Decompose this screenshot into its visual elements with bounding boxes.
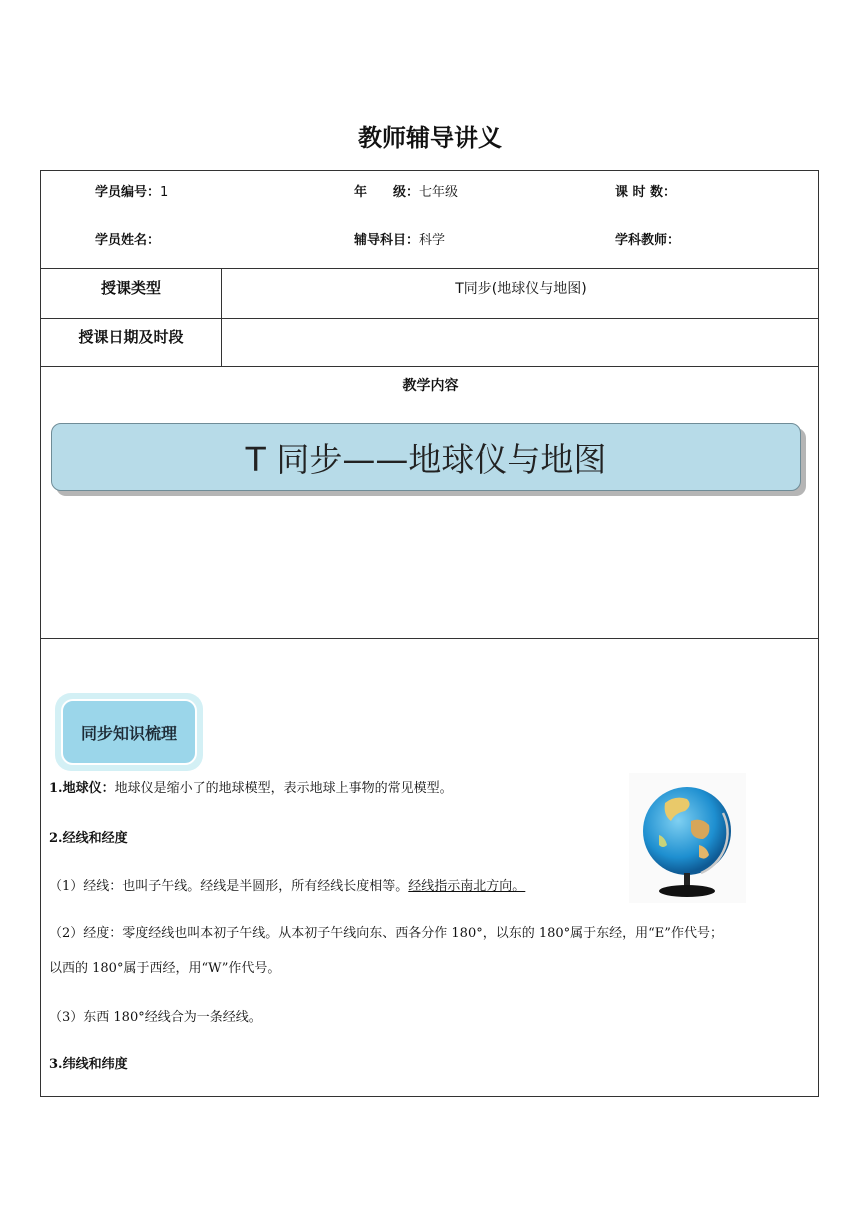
paragraph-180: （3）东西 180°经线合为一条经线。 [49, 1010, 262, 1025]
lesson-type-label: 授课类型 [100, 279, 161, 297]
row-divider [41, 268, 818, 269]
paragraph-longitude-2: 以西的 180°属于西经，用“W”作代号。 [49, 961, 281, 976]
class-hours: 课 时 数： [615, 185, 677, 200]
teaching-content-label: 教学内容 [402, 378, 459, 394]
heading-longitude: 2.经线和经度 [49, 831, 128, 846]
topic-banner: T 同步——地球仪与地图 [51, 423, 801, 491]
subject-teacher: 学科教师： [615, 233, 681, 248]
row-divider [41, 366, 818, 367]
row-divider [41, 318, 818, 319]
paragraph-globe: 1.地球仪：地球仪是缩小了的地球模型，表示地球上事物的常见模型。 [49, 781, 453, 796]
document-title: 教师辅导讲义 [358, 124, 502, 152]
lesson-type-value: T同步(地球仪与地图) [455, 281, 587, 297]
student-name: 学员姓名： [95, 233, 161, 248]
section-tag [55, 693, 203, 771]
row-divider [41, 638, 818, 639]
lesson-table [40, 170, 819, 1097]
globe-icon [629, 773, 746, 903]
heading-latitude: 3.纬线和纬度 [49, 1057, 128, 1072]
paragraph-meridian: （1）经线：也叫子午线。经线是半圆形，所有经线长度相等。经线指示南北方向。 [49, 879, 526, 894]
student-id: 学员编号：1 [95, 185, 169, 200]
tutoring-subject: 辅导科目：科学 [354, 233, 446, 248]
paragraph-longitude-1: （2）经度：零度经线也叫本初子午线。从本初子午线向东、西各分作 180°，以东的 180°属于东经，用“E”作代号； [49, 926, 723, 941]
section-tag-label: 同步知识梳理 [61, 699, 197, 765]
grade: 年 级：七年级 [354, 185, 459, 200]
globe-image [629, 773, 746, 903]
lesson-date-label: 授课日期及时段 [78, 328, 184, 346]
